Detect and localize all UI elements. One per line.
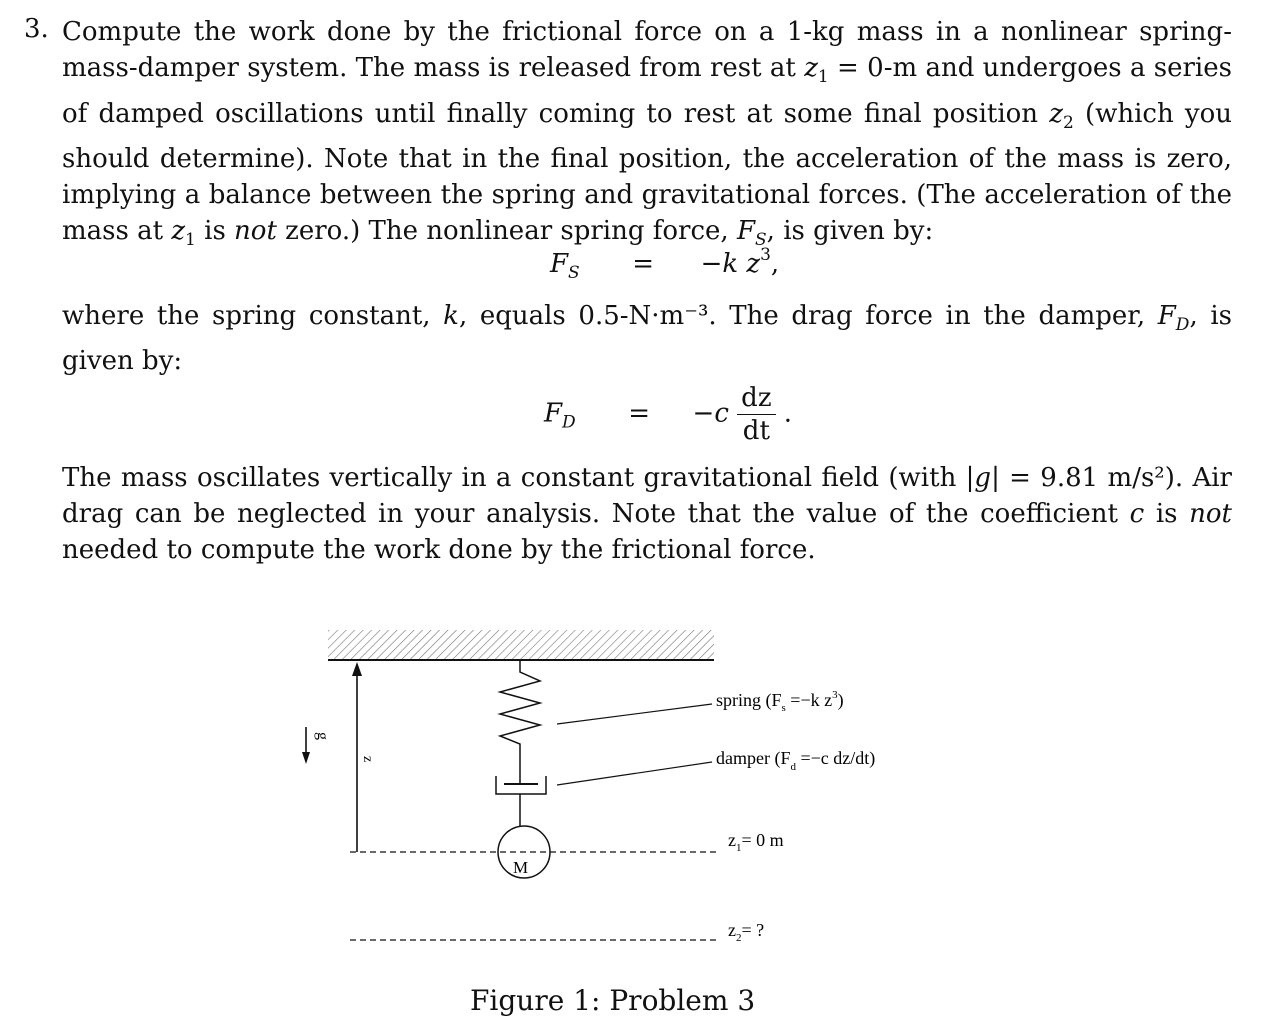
spring-mass-damper-figure bbox=[0, 600, 1266, 980]
problem-paragraph-1: Compute the work done by the frictional force on a 1-kg mass in a nonlinear spring-mass-damper system. The mass is released from rest at $z_1 = 0-m$ and undergoes a series of damped oscillations until finally coming to rest at some final position $z_2$ (which you should determine). Note that in the final position, the acceleration of the mass is zero, implying a balance between the spring and gravitational forces. (The acceleration of the mass at $z_1$ is not zero.) The nonlinear spring force, $F_S$, is given by: bbox=[62, 17, 1233, 251]
spring-coil bbox=[500, 660, 540, 750]
z2-label: $z_2=$ ? bbox=[728, 920, 765, 944]
eq2-fraction bbox=[737, 382, 775, 447]
spring-leader-line bbox=[557, 704, 712, 724]
eq2-equals: = bbox=[628, 398, 651, 429]
eq2-denominator: dt bbox=[742, 416, 770, 446]
damper-label: damper ($F_d =-c$ dz/dt) bbox=[716, 748, 876, 773]
eq1-equals: = bbox=[632, 249, 655, 279]
figure-caption: Figure 1: Problem 3 bbox=[470, 984, 756, 1017]
ceiling-hatch bbox=[328, 630, 714, 660]
problem-paragraph-2: where the spring constant, k, equals 0.5-N·m⁻³. The drag force in the damper, $F_D$, is given by: bbox=[62, 301, 1232, 377]
damper-leader-line bbox=[557, 762, 712, 785]
problem-number: 3. bbox=[24, 14, 49, 44]
eq1-lhs-sub: S bbox=[568, 263, 580, 283]
spring-label: spring ($F_s =-k$ $z^3$) bbox=[716, 689, 844, 714]
eq2-tail: . bbox=[783, 398, 793, 429]
gravity-arrowhead bbox=[302, 752, 310, 764]
problem-paragraph-3: The mass oscillates vertically in a constant gravitational field (with |g| = 9.81 m/s²). Air drag can be neglected in your analysis. Note that the value of the coefficient c is not needed to compute the work done by the frictional force. bbox=[62, 463, 1233, 566]
gravity-label: g bbox=[314, 732, 331, 740]
mass-label: M bbox=[513, 858, 529, 877]
eq1-rhs-sup: 3 bbox=[760, 245, 771, 265]
eq1-rhs: −k z bbox=[700, 249, 761, 279]
z1-label: $z_1= 0$ m bbox=[728, 830, 784, 854]
spring-force-equation bbox=[550, 245, 779, 283]
eq1-lhs: F bbox=[550, 249, 569, 279]
z-axis-arrowhead bbox=[352, 662, 362, 676]
z-axis-label: z bbox=[360, 756, 375, 763]
drag-force-equation bbox=[544, 382, 792, 447]
eq2-rhs: −c bbox=[692, 398, 729, 429]
eq2-lhs: F bbox=[544, 398, 563, 429]
eq1-tail: , bbox=[770, 249, 780, 279]
eq2-numerator: dz bbox=[737, 382, 775, 415]
eq2-lhs-sub: D bbox=[562, 412, 576, 433]
